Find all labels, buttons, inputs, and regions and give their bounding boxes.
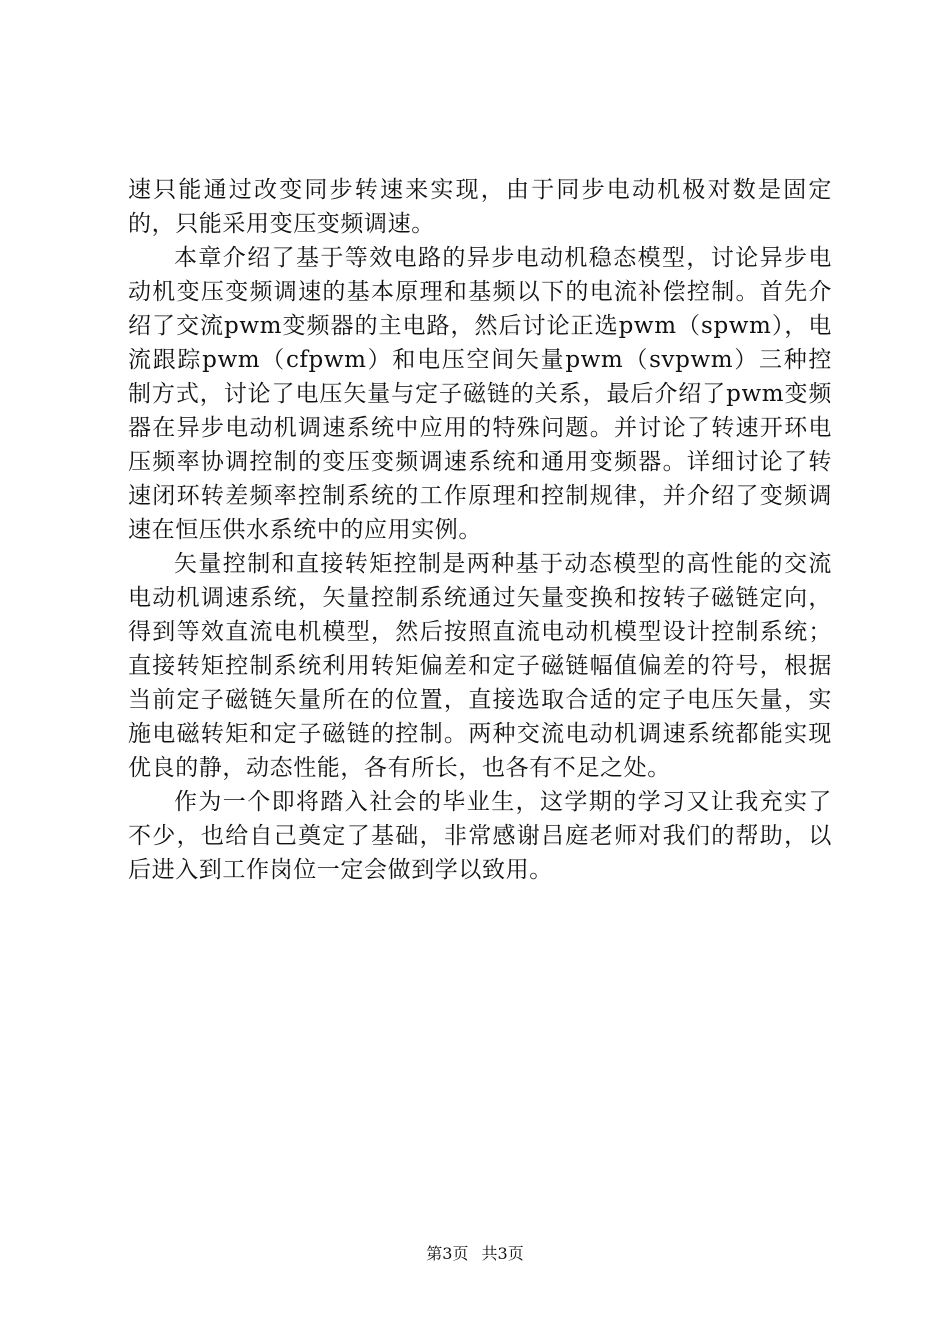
paragraph-3: 矢量控制和直接转矩控制是两种基于动态模型的高性能的交流电动机调速系统，矢量控制系统通过矢量变换和按转子磁链定向，得到等效直流电机模型，然后按照直流电动机模型设计控制系统；直接转矩控制系统利用转矩偏差和定子磁链幅值偏差的符号，根据当前定子磁链矢量所在的位置，直接选取合适的定子电压矢量，实施电磁转矩和定子磁链的控制。两种交流电动机调速系统都能实现优良的静，动态性能，各有所长，也各有不足之处。 <box>128 551 832 781</box>
paragraph-2: 本章介绍了基于等效电路的异步电动机稳态模型，讨论异步电动机变压变频调速的基本原理和基频以下的电流补偿控制。首先介绍了交流pwm变频器的主电路，然后讨论正选pwm（spwm），电流跟踪pwm（cfpwm）和电压空间矢量pwm（svpwm）三种控制方式，讨论了电压矢量与定子磁链的关系，最后介绍了pwm变频器在异步电动机调速系统中应用的特殊问题。并讨论了转速开环电压频率协调控制的变压变频调速系统和通用变频器。详细讨论了转速闭环转差频率控制系统的工作原理和控制规律，并介绍了变频调速在恒压供水系统中的应用实例。 <box>128 245 832 543</box>
paragraph-1: 速只能通过改变同步转速来实现，由于同步电动机极对数是固定的，只能采用变压变频调速。 <box>128 177 832 237</box>
page-footer <box>0 1244 950 1264</box>
document-body <box>128 173 832 887</box>
page-number: 第3页 <box>426 1244 469 1263</box>
page-total: 共3页 <box>481 1244 524 1263</box>
paragraph-4: 作为一个即将踏入社会的毕业生，这学期的学习又让我充实了不少，也给自己奠定了基础，非常感谢吕庭老师对我们的帮助，以后进入到工作岗位一定会做到学以致用。 <box>128 789 832 883</box>
